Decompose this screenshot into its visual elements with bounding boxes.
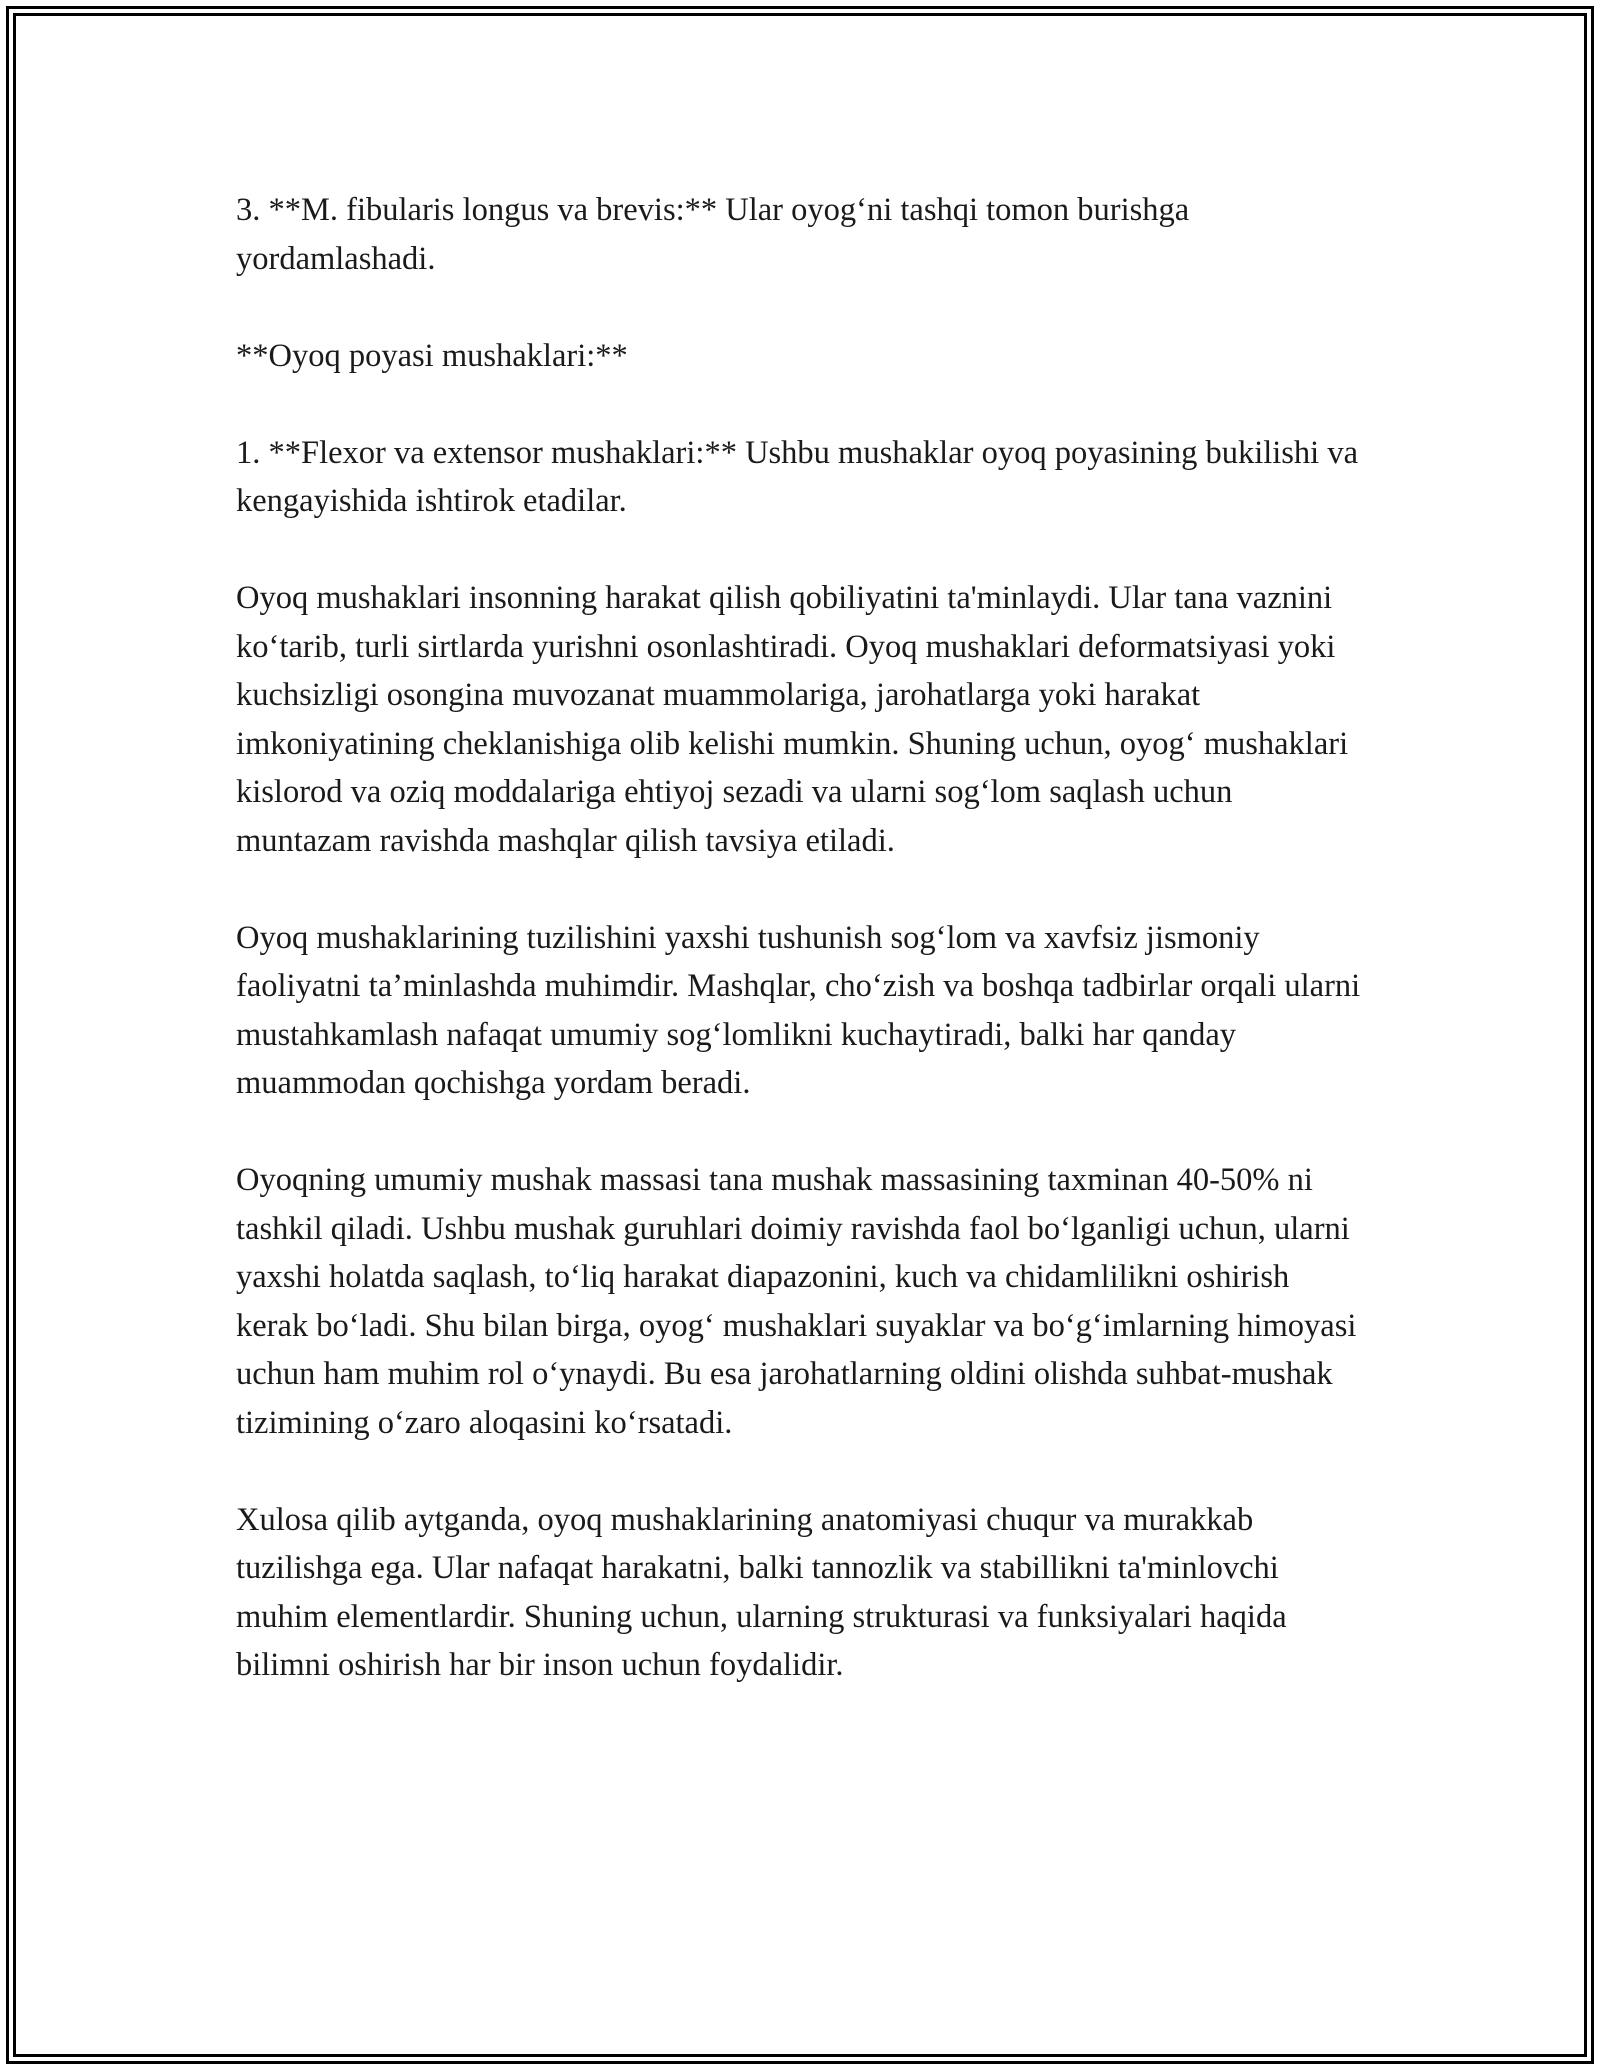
paragraph-fibularis: 3. **M. fibularis longus va brevis:** Ular oyog‘ni tashqi tomon burishga yordamlashadi. <box>236 192 1190 277</box>
paragraph-xulosa: Xulosa qilib aytganda, oyoq mushaklarining anatomiyasi chuqur va murakkab tuzilishga ega. Ular nafaqat harakatni, balki tannozlik va stabillikni ta'minlovchi muhim elementlardir. Shuning uchun, ularning strukturasi va funksiyalari haqida bilimni oshirish har bir inson uchun foydalidir. <box>236 1501 1287 1683</box>
paragraph-mushak-massasi: Oyoqning umumiy mushak massasi tana mushak massasining taxminan 40-50% ni tashkil qiladi. Ushbu mushak guruhlari doimiy ravishda faol bo‘lganligi uchun, ularni yaxshi holatda saqlash, to‘liq harakat diapazonini, kuch va chidamlilikni oshirish kerak bo‘ladi. Shu bilan birga, oyog‘ mushaklari suyaklar va bo‘g‘imlarning himoyasi uchun ham muhim rol o‘ynaydi. Bu esa jarohatlarning oldini olishda suhbat-mushak tizimining o‘zaro aloqasini ko‘rsatadi. <box>236 1162 1357 1441</box>
document-body <box>236 186 1366 1690</box>
paragraph-flexor-extensor: 1. **Flexor va extensor mushaklari:** Ushbu mushaklar oyoq poyasining bukilishi va kengayishida ishtirok etadilar. <box>236 434 1359 519</box>
paragraph-harakat-qobiliyati: Oyoq mushaklari insonning harakat qilish qobiliyatini ta'minlaydi. Ular tana vaznini ko‘tarib, turli sirtlarda yurishni osonlashtiradi. Oyoq mushaklari deformatsiyasi yoki kuchsizligi osongina muvozanat muammolariga, jarohatlarga yoki harakat imkoniyatining cheklanishiga olib kelishi mumkin. Shuning uchun, oyog‘ mushaklari kislorod va oziq moddalariga ehtiyoj sezadi va ularni sog‘lom saqlash uchun muntazam ravishda mashqlar qilish tavsiya etiladi. <box>236 580 1349 859</box>
paragraph-tuzilishini-tushunish: Oyoq mushaklarining tuzilishini yaxshi tushunish sog‘lom va xavfsiz jismoniy faoliyatni ta’minlashda muhimdir. Mashqlar, cho‘zish va boshqa tadbirlar orqali ularni mustahkamlash nafaqat umumiy sog‘lomlikni kuchaytiradi, balki har qanday muammodan qochishga yordam beradi. <box>236 919 1361 1101</box>
heading-oyoq-poyasi-mushaklari: **Oyoq poyasi mushaklari:** <box>236 337 628 374</box>
